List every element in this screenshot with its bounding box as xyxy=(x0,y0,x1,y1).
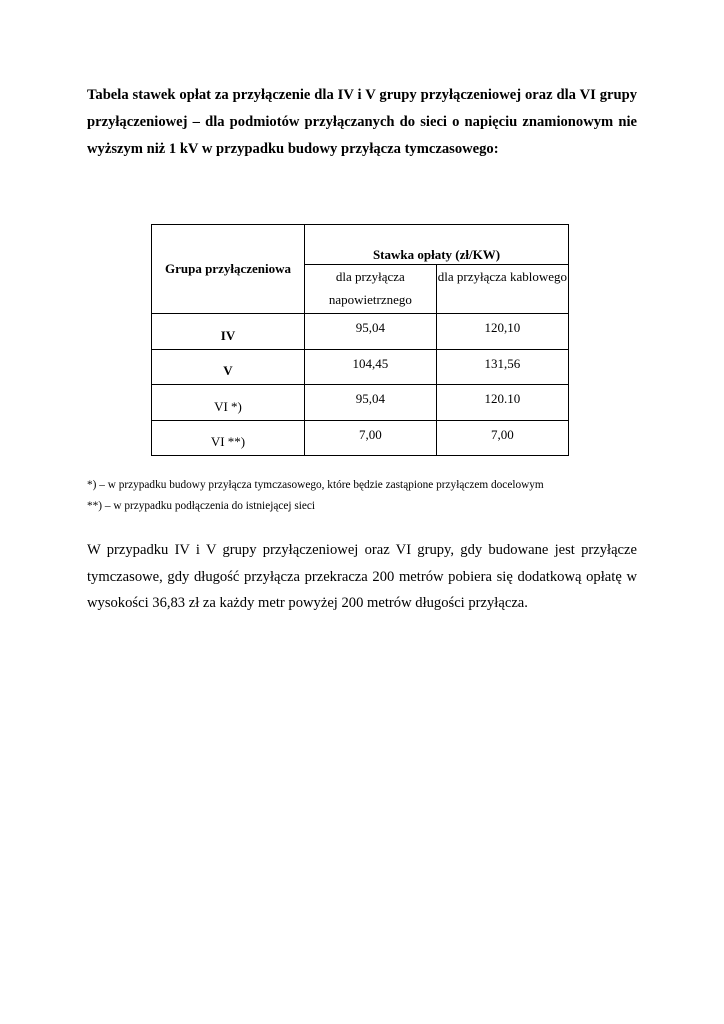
rate-column-header: Stawka opłaty (zł/KW) xyxy=(305,225,569,265)
group-cell: VI **) xyxy=(152,420,305,455)
cable-rate-cell: 120,10 xyxy=(436,314,568,350)
cable-rate-cell: 7,00 xyxy=(436,420,568,455)
cable-rate-cell: 131,56 xyxy=(436,349,568,385)
group-cell: IV xyxy=(152,314,305,350)
footnote-existing-network: **) – w przypadku podłączenia do istniejącej sieci xyxy=(87,500,316,512)
group-cell: VI *) xyxy=(152,385,305,421)
table-title-heading: Tabela stawek opłat za przyłączenie dla IV i V grupy przyłączeniowej oraz dla VI grupy przyłączeniowej – dla podmiotów przyłączanych do sieci o napięciu znamionowym nie wyższym niż 1 kV w przypadku budowy przyłącza tymczasowego: xyxy=(87,87,637,157)
table-row xyxy=(152,420,568,455)
table-row xyxy=(152,314,568,350)
footnotes xyxy=(87,475,544,517)
overhead-rate-cell: 104,45 xyxy=(305,349,437,385)
overhead-rate-cell: 7,00 xyxy=(305,420,437,455)
rates-table xyxy=(151,224,569,456)
footnote-temporary: *) – w przypadku budowy przyłącza tymczasowego, które będzie zastąpione przyłączem docelowym xyxy=(87,479,544,491)
overhead-column-header: dla przyłącza napowietrznego xyxy=(305,265,437,314)
cable-rate-cell: 120.10 xyxy=(436,385,568,421)
table-header-row xyxy=(152,225,568,265)
group-cell: V xyxy=(152,349,305,385)
table-row xyxy=(152,385,568,421)
additional-fee-paragraph: W przypadku IV i V grupy przyłączeniowej oraz VI grupy, gdy budowane jest przyłącze tymczasowe, gdy długość przyłącza przekracza 200 metrów pobiera się dodatkową opłatę w wysokości 36,83 zł za każdy metr powyżej 200 metrów długości przyłącza. xyxy=(87,542,637,611)
overhead-rate-cell: 95,04 xyxy=(305,385,437,421)
table-row xyxy=(152,349,568,385)
group-column-header: Grupa przyłączeniowa xyxy=(152,225,305,314)
rates-table-grid xyxy=(152,225,568,455)
overhead-rate-cell: 95,04 xyxy=(305,314,437,350)
cable-column-header: dla przyłącza kablowego xyxy=(436,265,568,314)
